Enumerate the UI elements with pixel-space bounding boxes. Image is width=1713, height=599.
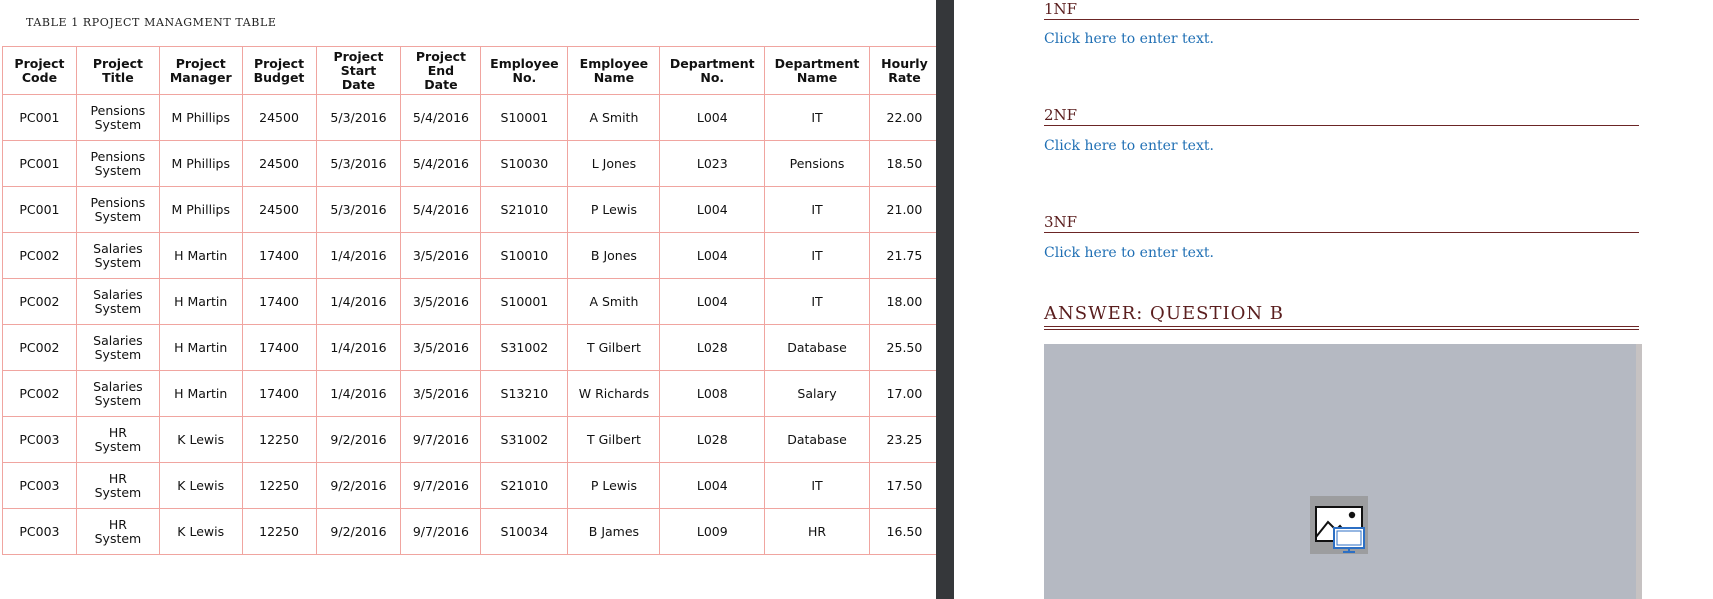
table-cell-employee-name: P Lewis	[568, 463, 660, 509]
table-cell-project-start-date: 9/2/2016	[316, 417, 401, 463]
column-header-text: Code	[21, 69, 58, 85]
column-header-text: Project	[14, 55, 65, 71]
table-cell-project-manager: H Martin	[159, 279, 242, 325]
table-cell-project-code: PC001	[3, 187, 77, 233]
table-cell-project-manager: K Lewis	[159, 417, 242, 463]
table-cell-employee-no: S10001	[481, 95, 568, 141]
table-cell-project-title	[76, 417, 159, 463]
table-cell-project-budget: 12250	[242, 509, 316, 555]
table-cell-project-end-date: 3/5/2016	[401, 233, 481, 279]
table-cell-project-budget: 12250	[242, 463, 316, 509]
cell-text: System	[94, 438, 142, 454]
table-cell-department-name: Database	[765, 417, 870, 463]
table-cell-project-title	[76, 233, 159, 279]
table-cell-project-end-date: 9/7/2016	[401, 509, 481, 555]
answer-question-b-heading: ANSWER: QUESTION B	[1044, 302, 1639, 330]
table-cell-project-code: PC001	[3, 95, 77, 141]
table-cell-project-start-date: 1/4/2016	[316, 233, 401, 279]
cell-text: HR	[108, 516, 127, 532]
cell-text: System	[94, 484, 142, 500]
table-cell-project-budget: 12250	[242, 417, 316, 463]
cell-text: System	[94, 116, 142, 132]
column-header-text: Project	[415, 48, 466, 64]
table-row	[3, 141, 940, 187]
table-cell-project-manager: K Lewis	[159, 463, 242, 509]
table-cell-employee-no: S13210	[481, 371, 568, 417]
table-cell-project-title	[76, 279, 159, 325]
column-header-text: Employee	[579, 55, 649, 71]
table-cell-hourly-rate: 18.00	[869, 279, 939, 325]
table-cell-project-title	[76, 187, 159, 233]
table-row	[3, 325, 940, 371]
table-cell-project-budget: 17400	[242, 371, 316, 417]
column-header-text: End	[427, 62, 455, 78]
table-cell-project-start-date: 1/4/2016	[316, 371, 401, 417]
cell-text: Salaries	[93, 240, 143, 256]
table-cell-department-no: L004	[660, 279, 765, 325]
table-cell-project-code: PC001	[3, 141, 77, 187]
table-cell-hourly-rate: 21.75	[869, 233, 939, 279]
table-row	[3, 417, 940, 463]
column-header-project-title	[76, 47, 159, 95]
cell-text: System	[94, 208, 142, 224]
column-header-text: Hourly	[881, 55, 928, 71]
column-header-project-code	[3, 47, 77, 95]
table-cell-project-budget: 24500	[242, 141, 316, 187]
table-cell-project-start-date: 1/4/2016	[316, 279, 401, 325]
table-cell-project-budget: 17400	[242, 279, 316, 325]
column-header-text: Department	[774, 55, 860, 71]
table-cell-department-name: Database	[765, 325, 870, 371]
right-document-page	[954, 0, 1713, 599]
table-cell-employee-name: A Smith	[568, 95, 660, 141]
table-cell-employee-no: S10001	[481, 279, 568, 325]
table-cell-department-no: L004	[660, 187, 765, 233]
table-cell-project-end-date: 9/7/2016	[401, 463, 481, 509]
cell-text: Salaries	[93, 332, 143, 348]
cell-text: Pensions	[90, 102, 146, 118]
cell-text: System	[94, 346, 142, 362]
table-cell-project-end-date: 3/5/2016	[401, 279, 481, 325]
table-cell-hourly-rate: 18.50	[869, 141, 939, 187]
table-caption: TABLE 1 RPOJECT MANAGMENT TABLE	[26, 16, 277, 29]
table-cell-project-code: PC002	[3, 233, 77, 279]
page-gap-divider	[936, 0, 954, 599]
cell-text: Pensions	[90, 194, 146, 210]
cell-text: HR	[108, 424, 127, 440]
table-cell-department-name: IT	[765, 279, 870, 325]
table-cell-department-name: Salary	[765, 371, 870, 417]
table-header-row	[3, 47, 940, 95]
table-cell-project-title	[76, 509, 159, 555]
column-header-text: Project	[253, 55, 305, 71]
table-cell-hourly-rate: 22.00	[869, 95, 939, 141]
column-header-department-name	[765, 47, 870, 95]
table-cell-project-end-date: 5/4/2016	[401, 95, 481, 141]
table-cell-project-manager: K Lewis	[159, 509, 242, 555]
column-header-text: Department	[669, 55, 755, 71]
table-cell-employee-no: S21010	[481, 187, 568, 233]
placeholder-2nf[interactable]: Click here to enter text.	[1044, 138, 1214, 154]
placeholder-3nf[interactable]: Click here to enter text.	[1044, 245, 1214, 261]
table-cell-project-budget: 24500	[242, 187, 316, 233]
column-header-project-budget	[242, 47, 316, 95]
table-cell-employee-no: S31002	[481, 417, 568, 463]
heading-3nf: 3NF	[1044, 213, 1639, 233]
cell-text: Pensions	[90, 148, 146, 164]
cell-text: System	[94, 300, 142, 316]
table-cell-project-code: PC002	[3, 371, 77, 417]
table-cell-employee-name: A Smith	[568, 279, 660, 325]
table-row	[3, 187, 940, 233]
cell-text: System	[94, 254, 142, 270]
table-cell-project-code: PC002	[3, 325, 77, 371]
column-header-text: No.	[512, 69, 537, 85]
table-cell-project-code: PC003	[3, 463, 77, 509]
table-cell-employee-no: S10034	[481, 509, 568, 555]
table-cell-hourly-rate: 16.50	[869, 509, 939, 555]
table-cell-employee-name: B Jones	[568, 233, 660, 279]
column-header-department-no	[660, 47, 765, 95]
table-cell-hourly-rate: 21.00	[869, 187, 939, 233]
image-content-control[interactable]	[1044, 344, 1642, 599]
table-row	[3, 279, 940, 325]
table-cell-department-no: L023	[660, 141, 765, 187]
table-cell-project-manager: H Martin	[159, 325, 242, 371]
heading-1nf: 1NF	[1044, 0, 1639, 20]
table-cell-employee-name: W Richards	[568, 371, 660, 417]
table-cell-employee-no: S10030	[481, 141, 568, 187]
column-header-text: Name	[593, 69, 635, 85]
column-header-text: Name	[796, 69, 838, 85]
table-cell-employee-name: P Lewis	[568, 187, 660, 233]
table-cell-employee-name: T Gilbert	[568, 417, 660, 463]
table-cell-project-start-date: 9/2/2016	[316, 463, 401, 509]
table-row	[3, 95, 940, 141]
table-cell-department-no: L028	[660, 325, 765, 371]
table-cell-project-end-date: 3/5/2016	[401, 371, 481, 417]
table-cell-project-budget: 17400	[242, 325, 316, 371]
table-cell-project-manager: H Martin	[159, 371, 242, 417]
column-header-text: Manager	[169, 69, 232, 85]
table-cell-project-manager: H Martin	[159, 233, 242, 279]
table-cell-project-title	[76, 141, 159, 187]
table-cell-project-manager: M Phillips	[159, 141, 242, 187]
cell-text: System	[94, 162, 142, 178]
project-management-table	[2, 46, 940, 555]
table-cell-project-title	[76, 95, 159, 141]
table-cell-project-start-date: 5/3/2016	[316, 187, 401, 233]
column-header-text: Project	[92, 55, 143, 71]
cell-text: Salaries	[93, 286, 143, 302]
table-cell-project-code: PC003	[3, 509, 77, 555]
table-cell-project-start-date: 1/4/2016	[316, 325, 401, 371]
table-cell-department-name: IT	[765, 95, 870, 141]
table-body	[3, 95, 940, 555]
table-cell-project-start-date: 9/2/2016	[316, 509, 401, 555]
table-cell-employee-no: S21010	[481, 463, 568, 509]
column-header-text: Employee	[490, 55, 559, 71]
column-header-text: Date	[341, 76, 376, 92]
column-header-text: Start	[340, 62, 377, 78]
table-cell-employee-name: L Jones	[568, 141, 660, 187]
column-header-text: Rate	[888, 69, 921, 85]
cell-text: System	[94, 530, 142, 546]
table-cell-project-manager: M Phillips	[159, 95, 242, 141]
column-header-text: Project	[333, 48, 384, 64]
table-cell-project-title	[76, 325, 159, 371]
table-cell-project-manager: M Phillips	[159, 187, 242, 233]
table-cell-employee-name: T Gilbert	[568, 325, 660, 371]
cell-text: Salaries	[93, 378, 143, 394]
table-cell-hourly-rate: 25.50	[869, 325, 939, 371]
table-cell-hourly-rate: 17.00	[869, 371, 939, 417]
table-row	[3, 463, 940, 509]
table-cell-department-no: L008	[660, 371, 765, 417]
column-header-text: Project	[175, 55, 226, 71]
table-cell-department-no: L004	[660, 463, 765, 509]
cell-text: HR	[108, 470, 127, 486]
table-cell-project-code: PC003	[3, 417, 77, 463]
table-cell-department-name: IT	[765, 463, 870, 509]
table-cell-employee-name: B James	[568, 509, 660, 555]
placeholder-1nf[interactable]: Click here to enter text.	[1044, 31, 1214, 47]
table-cell-hourly-rate: 17.50	[869, 463, 939, 509]
cell-text: System	[94, 392, 142, 408]
table-cell-employee-no: S31002	[481, 325, 568, 371]
table-cell-project-budget: 24500	[242, 95, 316, 141]
column-header-text: No.	[700, 69, 725, 85]
table-row	[3, 233, 940, 279]
column-header-project-start-date	[316, 47, 401, 95]
column-header-hourly-rate	[869, 47, 939, 95]
table-cell-department-no: L004	[660, 233, 765, 279]
table-cell-employee-no: S10010	[481, 233, 568, 279]
column-header-project-end-date	[401, 47, 481, 95]
column-header-text: Budget	[253, 69, 305, 85]
table-cell-project-code: PC002	[3, 279, 77, 325]
table-cell-project-title	[76, 371, 159, 417]
table-cell-hourly-rate: 23.25	[869, 417, 939, 463]
column-header-employee-no	[481, 47, 568, 95]
table-cell-department-name: IT	[765, 187, 870, 233]
table-cell-department-name: Pensions	[765, 141, 870, 187]
table-cell-project-end-date: 5/4/2016	[401, 187, 481, 233]
table-cell-department-no: L004	[660, 95, 765, 141]
table-row	[3, 509, 940, 555]
table-cell-project-start-date: 5/3/2016	[316, 141, 401, 187]
picture-icon	[1310, 496, 1368, 554]
table-cell-project-budget: 17400	[242, 233, 316, 279]
table-cell-project-end-date: 5/4/2016	[401, 141, 481, 187]
heading-2nf: 2NF	[1044, 106, 1639, 126]
table-cell-department-name: IT	[765, 233, 870, 279]
column-header-project-manager	[159, 47, 242, 95]
column-header-text: Date	[424, 76, 458, 92]
table-row	[3, 371, 940, 417]
image-box-edge	[1636, 344, 1642, 599]
table-cell-department-name: HR	[765, 509, 870, 555]
table-cell-project-start-date: 5/3/2016	[316, 95, 401, 141]
column-header-text: Title	[102, 69, 134, 85]
table-cell-project-end-date: 3/5/2016	[401, 325, 481, 371]
table-cell-project-title	[76, 463, 159, 509]
table-cell-department-no: L028	[660, 417, 765, 463]
table-cell-project-end-date: 9/7/2016	[401, 417, 481, 463]
image-placeholder-icon[interactable]	[1310, 496, 1368, 554]
table-cell-department-no: L009	[660, 509, 765, 555]
column-header-employee-name	[568, 47, 660, 95]
